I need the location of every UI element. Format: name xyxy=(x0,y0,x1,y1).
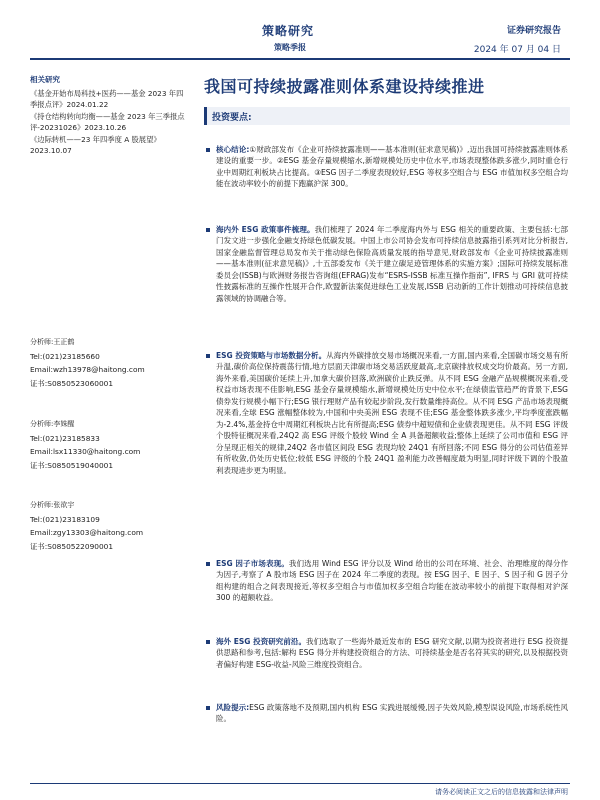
bullet-dot xyxy=(206,148,210,152)
analyst-name: 分析师:李姝醒 xyxy=(30,420,75,428)
bullet-market-analysis xyxy=(206,350,568,476)
analyst-card xyxy=(30,418,190,472)
bullet-core-conclusion xyxy=(206,144,568,190)
related-research-item[interactable]: 《基金开始布局科技+医药——基金 2023 年四季报点评》2024.01.22 xyxy=(30,88,184,109)
analyst-cert: 证书:S0850523060001 xyxy=(30,378,114,388)
bullet-risk-warning xyxy=(206,702,568,725)
bullet-text: 我们梳理了 2024 年二季度海内外与 ESG 相关的重要政策、主要包括:七部门发文进一步强化金融支持绿色低碳发展。中国上市公司协会发布可持续信息披露指引系列对比分析报告,国家金融监督管理总局发布关于推动绿色保险高质量发展的指导意见,财政部发布《企业可持续披露准则——基本准则(征求意见稿)》,十五部委发布《关于建立碳足迹管理体系的实施方案》;国际可持续发展标准委员会(ISSB)与欧洲财务报告咨询组(EFRAG)发布“ESRS-ISSB 标准互操作指南”, IFRS 与 GRI 就可持续性披露标准的互操作性展开合作,欧盟新法案促进绿色工业发展,ISSB 启动新的工作计划推动可持续信息披露领域的协调融合等。 xyxy=(216,225,569,303)
bullet-research-frontier xyxy=(206,636,568,670)
analyst-tel: Tel:(021)23185660 xyxy=(30,351,100,361)
bullet-dot xyxy=(206,562,210,566)
key-points-accent xyxy=(204,107,207,125)
bullet-lead: 核心结论: xyxy=(216,145,250,154)
bullet-factor-performance xyxy=(206,558,568,604)
related-research-item[interactable]: 《边际转机——23 年四季度 A 股展望》2023.10.07 xyxy=(30,134,161,155)
bullet-dot xyxy=(206,706,210,710)
analyst-name: 分析师:王正鹤 xyxy=(30,338,75,346)
analyst-card xyxy=(30,499,190,553)
bullet-lead: 海外 ESG 投资研究前沿。 xyxy=(216,637,307,646)
key-points-label: 投资要点: xyxy=(212,113,252,123)
analyst-tel: Tel:(021)23183109 xyxy=(30,514,100,524)
analyst-email[interactable]: Email:zgy13303@haitong.com xyxy=(30,528,144,538)
report-subcategory: 策略季报 xyxy=(274,43,306,52)
analyst-name: 分析师:张欲宇 xyxy=(30,501,75,509)
report-title: 我国可持续披露准则体系建设持续推进 xyxy=(204,77,485,96)
analyst-email[interactable]: Email:wzh13978@haitong.com xyxy=(30,365,145,375)
bullet-text: ①财政部发布《企业可持续披露准则——基本准则(征求意见稿)》,迈出我国可持续披露准则体系建设的重要一步。②ESG 基金存量规模缩水,新增规模处历史中位水平,市场表现整体跌多涨少,同时重仓行业中周期红利板块占比提高。③ESG 因子二季度表现较好,ESG 等权多空组合与 ESG 市值加权多空组合均能在波动率较小的前提下跑赢沪深 300。 xyxy=(216,145,568,189)
header-divider xyxy=(30,58,570,60)
analyst-card xyxy=(30,336,190,390)
related-research xyxy=(30,74,190,157)
analyst-tel: Tel:(021)23185833 xyxy=(30,433,100,443)
bullet-lead: 风险提示: xyxy=(216,703,250,712)
related-research-heading: 相关研究 xyxy=(30,75,60,84)
bullet-text: 我们选用 Wind ESG 评分以及 Wind 给出的公司在环境、社会、治理维度的得分作为因子,考察了 A 股市场 ESG 因子在 2024 年二季度的表现。按 ESG 因子、E 因子、S 因子和 G 因子分组构建的组合之间表现接近,等权多空组合与市值加权多空组合均能在波动率较小的前提下取得相对沪深 300 的超额收益。 xyxy=(216,559,568,603)
footer-disclaimer: 请务必阅读正文之后的信息披露和法律声明 xyxy=(435,788,568,796)
report-date: 2024 年 07 月 04 日 xyxy=(473,45,561,55)
analyst-email[interactable]: Email:lsx11330@haitong.com xyxy=(30,447,141,457)
footer-divider xyxy=(30,783,570,784)
analyst-cert: 证书:S0850519040001 xyxy=(30,460,114,470)
report-type: 证券研究报告 xyxy=(506,26,561,36)
key-points-bar xyxy=(204,107,570,125)
report-category: 策略研究 xyxy=(262,24,315,38)
bullet-lead: ESG 因子市场表现。 xyxy=(216,559,289,568)
analyst-cert: 证书:S0850522090001 xyxy=(30,541,114,551)
related-research-item[interactable]: 《持仓结构转向均衡——基金 2023 年三季报点评-20231026》2023.10.26 xyxy=(30,111,185,132)
bullet-text: 从海内外碳排放交易市场概况来看,一方面,国内来看,全国碳市场交易有所升温,碳价高位保持震荡行情,地方层面天津碳市场交易活跃度最高,北京碳排放权成交均价最高。另一方面,海外来看,美国碳价延续上升,加拿大碳价回落,欧洲碳价止跌反弹。从不同 ESG 金融产品规模概况来看,受权益市场表现不佳影响,ESG 基金存量规模缩水,新增规模处历史中位水平;在绿债监管趋严的背景下,ESG 债券发行规模小幅下行;ESG 银行理财产品有较起步阶段,发行数量维持高位。从不同 ESG 产品市场表现概况来看,全球 ESG 涨幅整体较为,中国和中央美洲 ESG 表现不佳;ESG 基金整体跌多涨少,平均季度涨跌幅为-2.4%,基金持仓中周期红利板块占比有所提高;ESG 债券中超短债和企业债表现更佳。从不同 ESG 评级个股特征概况来看,24Q2 高 ESG 评级个股较 Wind 全 A 具备超额收益;整体上延续了公司市值和 ESG 评分呈现正相关的规律,24Q2 各市值区间段 ESG 表现均较 24Q1 有所回落;不同 ESG 得分的公司估值差异有所收敛,仍处历史低位;较低 ESG 评级的个股 24Q1 盈利能力改善幅度最为明显,同时评级下调的个股盈利表现进步更为明显。 xyxy=(216,351,568,475)
bullet-dot xyxy=(206,640,210,644)
bullet-lead: 海内外 ESG 政策事件梳理。 xyxy=(216,225,315,234)
bullet-policy-events xyxy=(206,224,568,304)
bullet-lead: ESG 投资策略与市场数据分析。 xyxy=(216,351,327,360)
bullet-text: 我们选取了一些海外最近发布的 ESG 研究文献,以期为投资者进行 ESG 投资提供思路和参考,包括:解构 ESG 得分并构建投资组合的方法、可持续基金是否名符其实的研究,以及根据投资者偏好构建 ESG-收益-风险三维度投资组合。 xyxy=(216,637,568,669)
bullet-dot xyxy=(206,354,210,358)
bullet-text: ESG 政策落地不及预期,国内机构 ESG 实践进展缓慢,因子失效风险,模型误设风险,市场系统性风险。 xyxy=(216,703,569,724)
bullet-dot xyxy=(206,228,210,232)
